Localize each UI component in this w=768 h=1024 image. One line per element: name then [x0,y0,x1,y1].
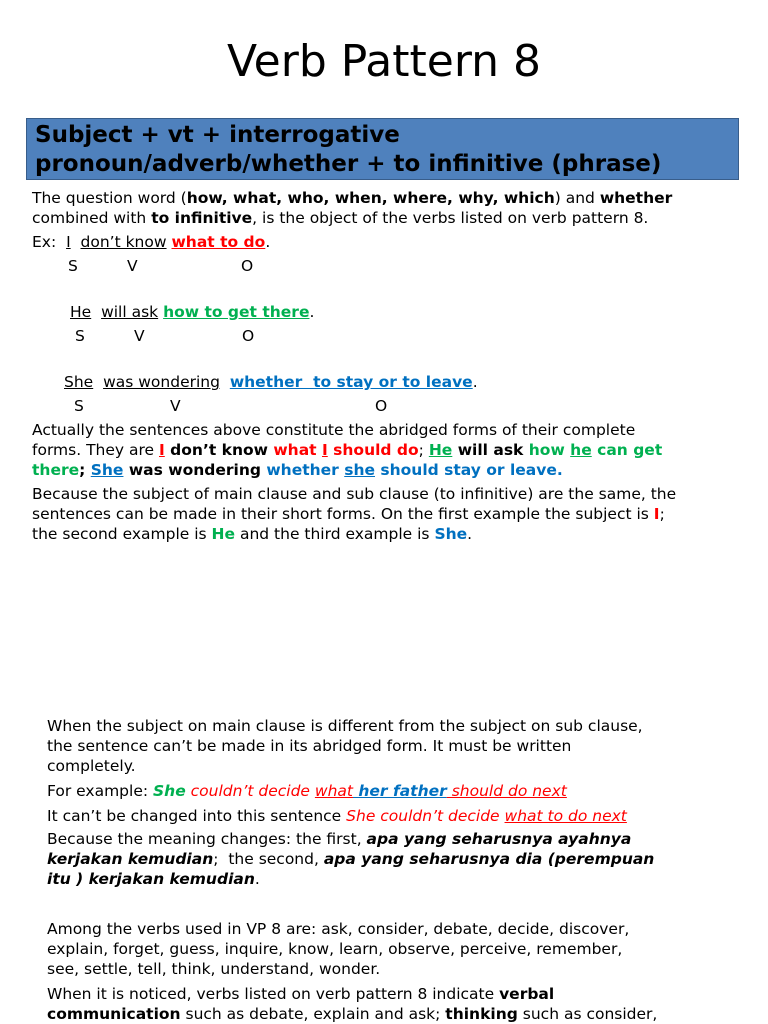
abridged-will-ask: will ask [452,441,529,459]
fe-what: what [314,782,353,800]
because-line-1: Because the subject of main clause and sub clause (to infinitive) are the same, the [32,485,677,503]
abridged-how: how [528,441,571,459]
ex3-object: whether to stay or to leave [229,373,473,391]
different-subject-paragraph [47,716,643,776]
verbal-term: verbal [499,985,555,1003]
example-2 [70,302,314,322]
ex1-verb: don’t know [80,233,167,251]
ex1-subject: I [66,233,71,251]
abridged-can-get: can get [591,441,663,459]
abridged-he2: he [570,441,592,459]
abridged-she2: she [344,461,375,479]
abridged-should-do: should do [327,441,419,459]
verbs-paragraph [47,919,629,979]
ex3-period: . [472,373,478,391]
because-he: He [211,525,236,543]
meaning-first: apa yang seharusnya ayahnya [366,830,632,848]
abridged-i2: I [321,441,328,459]
fe-she: She [153,782,186,800]
meaning-second-cont: itu ) kerjakan kemudian [47,870,255,888]
ex2-period: . [309,303,315,321]
cant-change-line [47,806,627,826]
abridged-line-1: Actually the sentences above constitute the abridged forms of their complete [32,421,636,439]
intro-paragraph [32,188,672,228]
ex3-verb: was wondering [103,373,220,391]
ex2-o-label: O [242,327,255,345]
ex3-subject: She [64,373,94,391]
because-she: She [434,525,468,543]
ex3-o-label: O [375,397,388,415]
fe-her-father: her father [352,782,447,800]
ex1-object: what to do [171,233,266,251]
to-infinitive-term: to infinitive [151,209,253,227]
cant-text: It can’t be changed into this sentence [47,807,347,825]
abridged-was-wondering: was wondering [123,461,267,479]
meaning-text: Because the meaning changes: the first, [47,830,367,848]
verbs-line-2: explain, forget, guess, inquire, know, learn, observe, perceive, remember, [47,940,623,958]
abridged-i: I [159,441,165,459]
example-1 [32,232,270,252]
abridged-whether: whether [266,461,345,479]
meaning-second: apa yang seharusnya dia (perempuan [323,850,655,868]
abridged-what: what [273,441,322,459]
ex2-verb: will ask [101,303,159,321]
ex3-s-label: S [74,397,84,415]
intro-text: combined with [32,209,152,227]
banner-line-2: pronoun/adverb/whether + to infinitive (phrase) [35,151,662,177]
abridged-she: She [90,461,124,479]
meaning-first-cont: kerjakan kemudian [47,850,214,868]
cant-what-to-do: what to do next [504,807,627,825]
meaning-text: ; the second, [213,850,324,868]
abridged-there: there [32,461,80,479]
different-line-2: the sentence can’t be made in its abridged form. It must be written [47,737,572,755]
for-example-label: For example: [47,782,154,800]
because-semicolon: ; [659,505,665,523]
ex2-subject: He [70,303,92,321]
whether-word: whether [599,189,673,207]
ex1-o-label: O [241,257,254,275]
intro-text: The question word ( [32,189,187,207]
fe-couldnt-decide: couldn’t decide [185,782,315,800]
abridged-should-stay: should stay or leave. [375,461,563,479]
cant-she: She couldn’t decide [346,807,505,825]
different-line-3: completely. [47,757,136,775]
noticed-paragraph [47,984,657,1024]
fe-should-do-next: should do next [446,782,567,800]
separator: ; [418,441,429,459]
pattern-banner [26,118,739,180]
verbs-line-3: see, settle, tell, think, understand, wonder. [47,960,381,978]
because-paragraph [32,484,676,544]
abridged-text: forms. They are [32,441,159,459]
abridged-paragraph [32,420,662,480]
communication-term: communication [47,1005,181,1023]
because-text: sentences can be made in their short forms. On the first example the subject is [32,505,654,523]
noticed-text: such as debate, explain and ask; [180,1005,446,1023]
ex-label: Ex: [32,233,57,251]
ex1-period: . [265,233,271,251]
ex3-v-label: V [170,397,181,415]
page-title: Verb Pattern 8 [226,36,542,87]
verbs-line-1: Among the verbs used in VP 8 are: ask, consider, debate, decide, discover, [47,920,630,938]
ex1-v-label: V [127,257,138,275]
noticed-text: When it is noticed, verbs listed on verb pattern 8 indicate [47,985,500,1003]
because-period: . [467,525,473,543]
ex2-object: how to get there [163,303,310,321]
abridged-dont-know: don’t know [164,441,274,459]
intro-text: , is the object of the verbs listed on verb pattern 8. [252,209,649,227]
different-line-1: When the subject on main clause is different from the subject on sub clause, [47,717,643,735]
because-text: and the third example is [235,525,435,543]
for-example-line [47,781,567,801]
meaning-period: . [254,870,260,888]
example-3 [64,372,478,392]
separator: ; [79,461,91,479]
because-i: I [653,505,660,523]
ex2-v-label: V [134,327,145,345]
question-words: how, what, who, when, where, why, which [186,189,555,207]
ex1-s-label: S [68,257,78,275]
noticed-text: such as consider, [517,1005,658,1023]
banner-line-1: Subject + vt + interrogative [35,122,400,148]
thinking-term: thinking [445,1005,518,1023]
ex2-s-label: S [75,327,85,345]
because-text: the second example is [32,525,212,543]
meaning-paragraph [47,829,654,889]
abridged-he: He [428,441,453,459]
intro-text: ) and [554,189,600,207]
